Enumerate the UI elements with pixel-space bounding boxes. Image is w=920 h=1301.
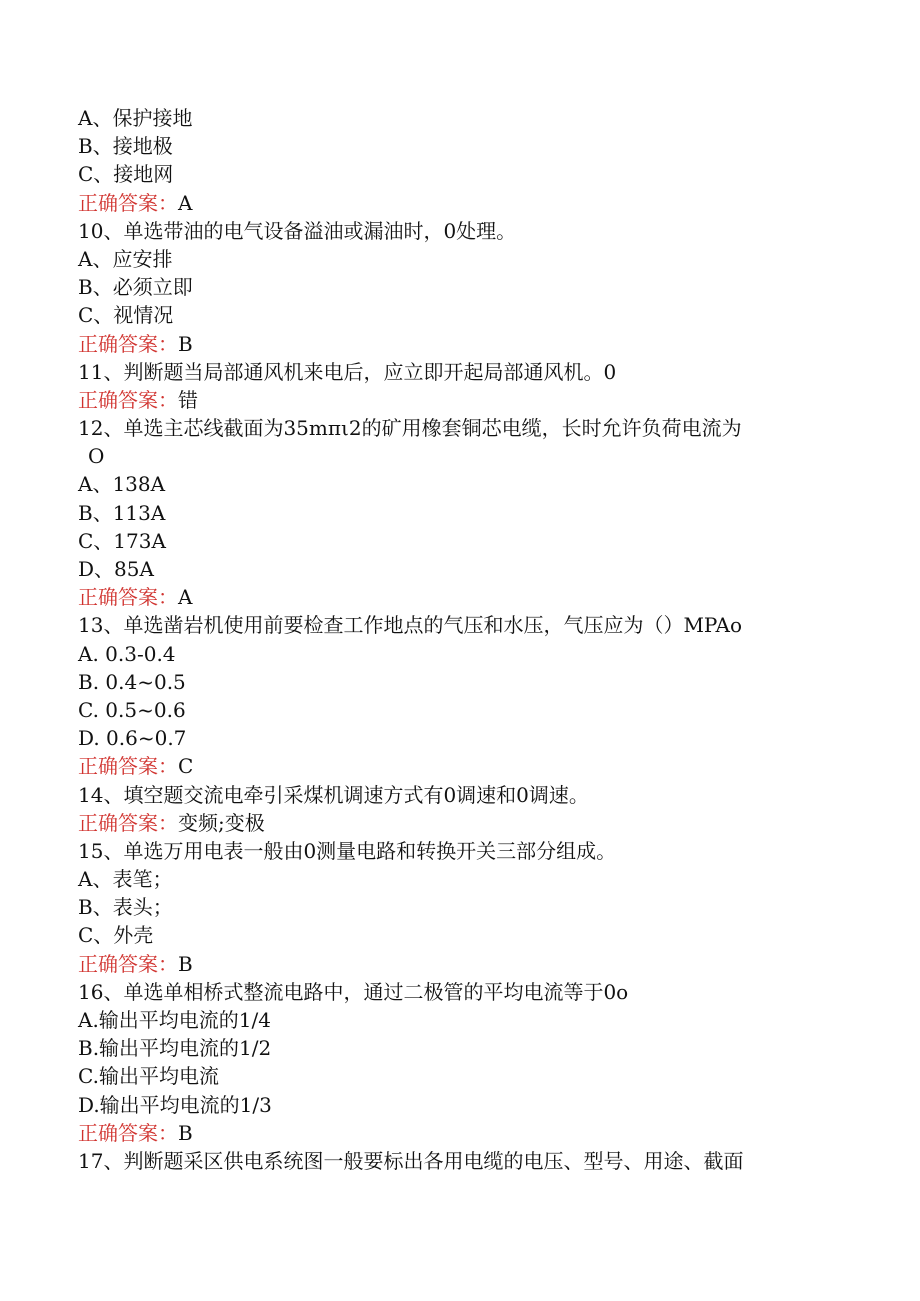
- option-line: C、接地网: [78, 162, 174, 187]
- question-line: 11、判断题当局部通风机来电后，应立即开起局部通风机。0: [78, 359, 617, 384]
- question-line: 10、单选带油的电气设备溢油或漏油时，0处理。: [78, 218, 517, 243]
- answer-label: 正确答案：: [78, 387, 178, 412]
- answer-label: 正确答案：: [78, 951, 178, 976]
- answer-line: [78, 386, 858, 414]
- answer-label: 正确答案：: [78, 585, 178, 610]
- answer-value: C: [178, 754, 194, 779]
- answer-value: A: [178, 585, 193, 610]
- question-continuation: O: [88, 444, 105, 469]
- answer-line: [78, 752, 858, 780]
- option-line: A、保护接地: [78, 106, 193, 130]
- option-line: A、应安排: [78, 246, 173, 271]
- option-line: B、接地极: [78, 134, 173, 159]
- answer-label: 正确答案：: [78, 810, 178, 835]
- answer-value: 错: [178, 387, 198, 412]
- option-line: D. 0.6~0.7: [78, 726, 187, 751]
- option-line: C、173A: [78, 528, 166, 553]
- document-body: [78, 104, 858, 1175]
- answer-line: [78, 1119, 858, 1147]
- answer-value: A: [178, 190, 193, 215]
- answer-label: 正确答案：: [78, 1120, 178, 1145]
- option-line: D、85A: [78, 557, 154, 581]
- answer-line: [78, 950, 858, 978]
- answer-line: [78, 809, 858, 837]
- option-line: C.输出平均电流: [78, 1064, 219, 1089]
- option-line: A. 0.3-0.4: [78, 641, 176, 666]
- option-line: C、视情况: [78, 303, 174, 328]
- answer-value: B: [178, 1120, 193, 1145]
- option-line: B. 0.4~0.5: [78, 669, 186, 694]
- answer-label: 正确答案：: [78, 190, 178, 215]
- option-line: A、138A: [78, 472, 166, 497]
- answer-value: B: [178, 951, 193, 976]
- question-line: 14、填空题交流电牵引采煤机调速方式有0调速和0调速。: [78, 782, 589, 807]
- question-line: 13、单选凿岩机使用前要检查工作地点的气压和水压，气压应为（）MPAo: [78, 613, 743, 638]
- answer-value: 变频;变极: [178, 810, 265, 835]
- option-line: A、表笔；: [78, 867, 173, 892]
- option-line: A.输出平均电流的1/4: [78, 1008, 271, 1032]
- question-line: 12、单选主芯线截面为35mπι2的矿用橡套铜芯电缆，长时允许负荷电流为: [78, 416, 742, 441]
- answer-line: [78, 189, 858, 217]
- question-line: 17、判断题采区供电系统图一般要标出各用电缆的电压、型号、用途、截面: [78, 1148, 744, 1173]
- question-line: 15、单选万用电表一般由0测量电路和转换开关三部分组成。: [78, 838, 617, 863]
- answer-line: [78, 330, 858, 358]
- answer-line: [78, 583, 858, 611]
- option-line: C. 0.5~0.6: [78, 697, 186, 722]
- answer-label: 正确答案：: [78, 754, 178, 779]
- question-line: 16、单选单相桥式整流电路中，通过二极管的平均电流等于0o: [78, 979, 629, 1004]
- option-line: C、外壳: [78, 923, 154, 948]
- option-line: B、113A: [78, 500, 166, 525]
- option-line: B.输出平均电流的1/2: [78, 1036, 272, 1061]
- option-line: B、必须立即: [78, 275, 193, 300]
- answer-label: 正确答案：: [78, 331, 178, 356]
- answer-value: B: [178, 331, 193, 356]
- option-line: D.输出平均电流的1/3: [78, 1092, 272, 1117]
- option-line: B、表头；: [78, 895, 173, 920]
